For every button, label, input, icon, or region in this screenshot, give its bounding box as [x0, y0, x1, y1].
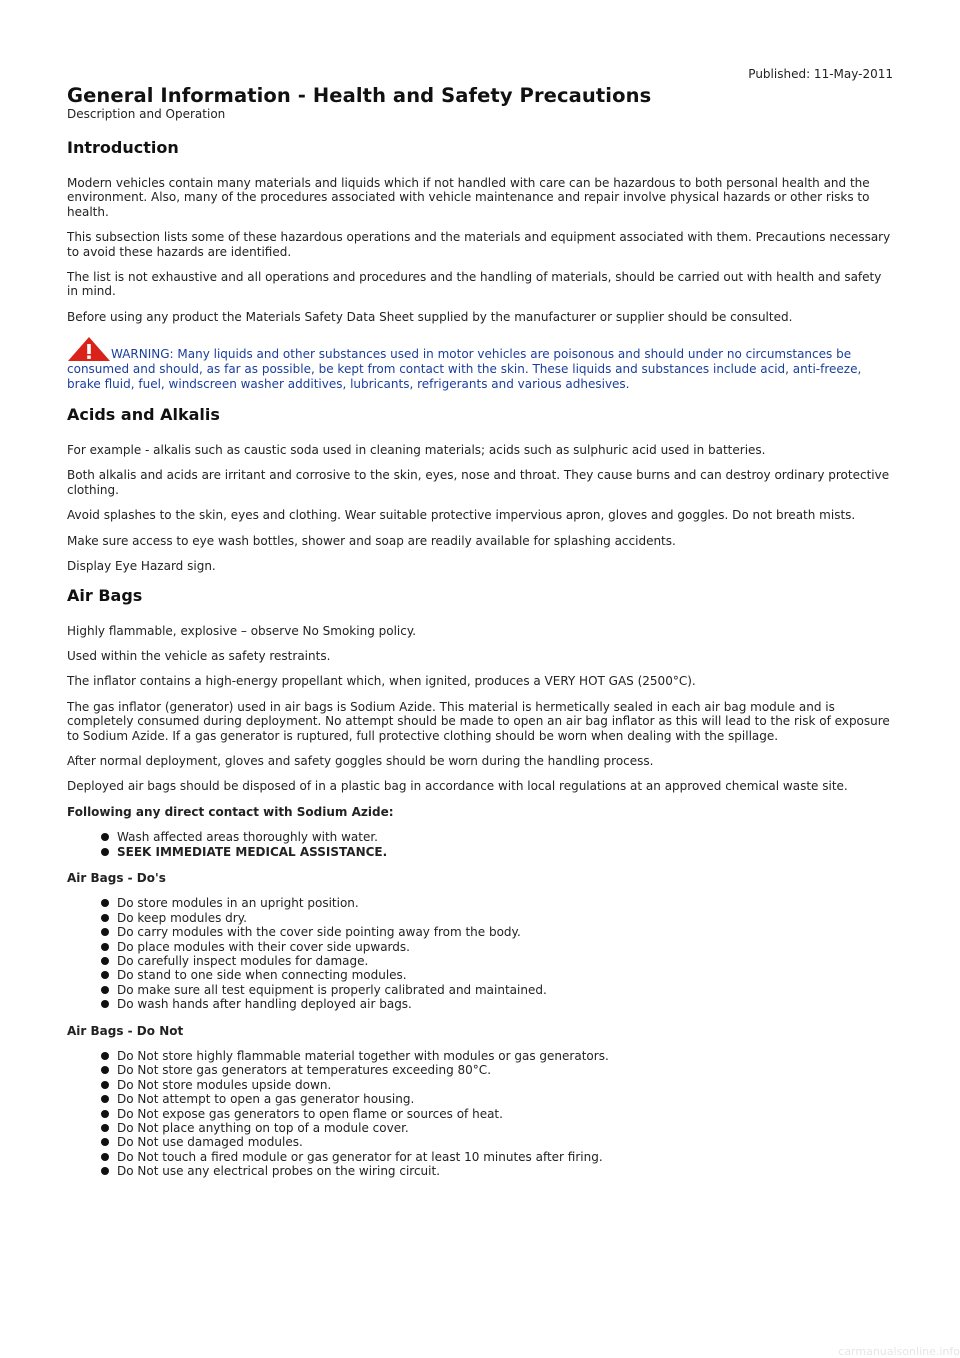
- subheading-airbags-dos: Air Bags - Do's: [67, 870, 166, 885]
- paragraph: The list is not exhaustive and all operations and procedures and the handling of materials, should be carried out with health and safety in mind.: [67, 270, 882, 299]
- list-item: Do keep modules dry.: [101, 911, 895, 925]
- paragraph: Used within the vehicle as safety restraints.: [67, 648, 331, 663]
- list-item: Do Not use any electrical probes on the wiring circuit.: [101, 1164, 895, 1178]
- bullet-list-dos: [67, 896, 895, 1011]
- list-item: Do stand to one side when connecting modules.: [101, 968, 895, 982]
- bullet-list-contact: [67, 830, 895, 859]
- page-title: General Information - Health and Safety Precautions: [67, 84, 652, 107]
- paragraph: Modern vehicles contain many materials and liquids which if not handled with care can be hazardous to both personal health and the environment. Also, many of the procedures associated with vehicle maintenance and repair involve physical hazards or other risks to health.: [67, 176, 870, 219]
- bullet-list-do-not: [67, 1049, 895, 1179]
- list-item: Do Not store highly flammable material together with modules or gas generators.: [101, 1049, 895, 1063]
- paragraph: Before using any product the Materials Safety Data Sheet supplied by the manufacturer or supplier should be consulted.: [67, 309, 793, 324]
- page-subtitle: Description and Operation: [67, 107, 226, 121]
- list-item: Wash affected areas thoroughly with water.: [101, 830, 895, 844]
- paragraph: The gas inflator (generator) used in air bags is Sodium Azide. This material is hermetically sealed in each air bag module and is completely consumed during deployment. No attempt should be made to open an air bag inflator as this will lead to the risk of exposure to Sodium Azide. If a gas generator is ruptured, full protective clothing should be worn when dealing with the spillage.: [67, 699, 890, 743]
- paragraph: The inflator contains a high-energy propellant which, when ignited, produces a VERY HOT GAS (2500°C).: [67, 674, 696, 689]
- list-item: Do Not attempt to open a gas generator housing.: [101, 1092, 895, 1106]
- list-item: Do place modules with their cover side upwards.: [101, 940, 895, 954]
- paragraph: Both alkalis and acids are irritant and corrosive to the skin, eyes, nose and throat. They cause burns and can destroy ordinary protective clothing.: [67, 468, 890, 497]
- list-item: Do Not use damaged modules.: [101, 1135, 895, 1149]
- paragraph: Highly flammable, explosive – observe No Smoking policy.: [67, 623, 417, 638]
- list-item: Do Not expose gas generators to open flame or sources of heat.: [101, 1107, 895, 1121]
- warning-note: [67, 336, 895, 391]
- paragraph: Avoid splashes to the skin, eyes and clothing. Wear suitable protective impervious apron, gloves and goggles. Do not breath mists.: [67, 508, 856, 523]
- list-item: SEEK IMMEDIATE MEDICAL ASSISTANCE.: [101, 845, 895, 859]
- section-heading-airbags: Air Bags: [67, 585, 143, 605]
- list-item: Do Not store modules upside down.: [101, 1078, 895, 1092]
- paragraph: After normal deployment, gloves and safety goggles should be worn during the handling process.: [67, 753, 654, 768]
- document-body: [67, 138, 895, 1191]
- paragraph: Deployed air bags should be disposed of in a plastic bag in accordance with local regulations at an approved chemical waste site.: [67, 779, 848, 794]
- subheading-airbags-do-not: Air Bags - Do Not: [67, 1023, 184, 1038]
- paragraph: This subsection lists some of these hazardous operations and the materials and equipment associated with them. Precautions necessary to avoid these hazards are identified.: [67, 230, 891, 259]
- warning-text: WARNING: Many liquids and other substances used in motor vehicles are poisonous and should under no circumstances be consumed and should, as far as possible, be kept from contact with the skin. These liquids and substances include acid, anti-freeze, brake fluid, fuel, windscreen washer additives, lubricants, refrigerants and various adhesives.: [67, 347, 862, 391]
- list-item: Do wash hands after handling deployed air bags.: [101, 997, 895, 1011]
- subheading-sodium-azide-contact: Following any direct contact with Sodium Azide:: [67, 804, 394, 819]
- warning-triangle-icon: [67, 336, 111, 362]
- paragraph: Make sure access to eye wash bottles, shower and soap are readily available for splashing accidents.: [67, 533, 676, 548]
- list-item: Do carry modules with the cover side pointing away from the body.: [101, 925, 895, 939]
- list-item: Do make sure all test equipment is properly calibrated and maintained.: [101, 983, 895, 997]
- watermark: carmanualsonline.info: [838, 1345, 960, 1358]
- list-item: Do Not touch a fired module or gas generator for at least 10 minutes after firing.: [101, 1150, 895, 1164]
- list-item: Do store modules in an upright position.: [101, 896, 895, 910]
- list-item: Do carefully inspect modules for damage.: [101, 954, 895, 968]
- paragraph: Display Eye Hazard sign.: [67, 559, 216, 574]
- section-heading-acids: Acids and Alkalis: [67, 405, 220, 425]
- section-heading-introduction: Introduction: [67, 138, 179, 157]
- list-item: Do Not place anything on top of a module cover.: [101, 1121, 895, 1135]
- paragraph: For example - alkalis such as caustic soda used in cleaning materials; acids such as sulphuric acid used in batteries.: [67, 443, 766, 458]
- list-item: Do Not store gas generators at temperatures exceeding 80°C.: [101, 1063, 895, 1077]
- published-date: Published: 11-May-2011: [748, 67, 893, 81]
